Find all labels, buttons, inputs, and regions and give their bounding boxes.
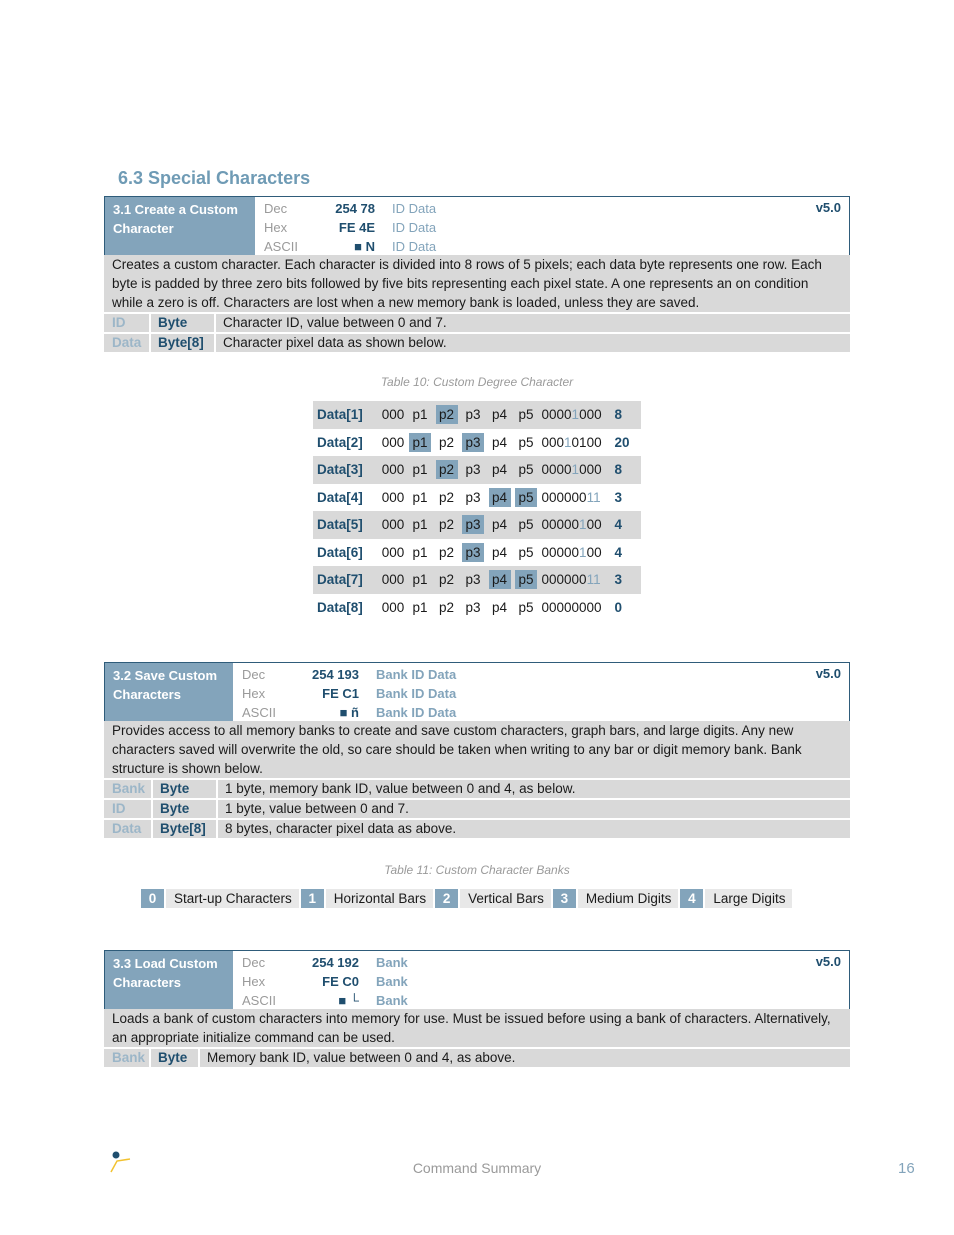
dec-desc: ID Data bbox=[392, 201, 437, 216]
pixel-row-binary bbox=[542, 517, 608, 532]
param-name: ID bbox=[104, 800, 153, 818]
pixel-cell: p5 bbox=[518, 599, 534, 615]
binary-part: 1 bbox=[579, 544, 587, 560]
pixel-row-label: Data[2] bbox=[317, 434, 363, 450]
param-name: Data bbox=[104, 334, 151, 352]
hex-value: FE C0 bbox=[322, 974, 359, 989]
command-codes bbox=[255, 197, 436, 255]
ascii-value: ■ ñ bbox=[339, 705, 359, 720]
param-desc: 8 bytes, character pixel data as above. bbox=[225, 821, 457, 836]
version-label: v5.0 bbox=[815, 666, 841, 681]
bank-number: 0 bbox=[141, 889, 164, 908]
pixel-cell: p3 bbox=[462, 515, 484, 534]
param-name: Bank bbox=[104, 780, 153, 798]
command-codes bbox=[233, 951, 408, 1009]
param-desc: Character ID, value between 0 and 7. bbox=[223, 315, 447, 330]
param-name: Bank bbox=[104, 1049, 151, 1067]
pixel-row-label: Data[5] bbox=[317, 517, 363, 533]
pixel-row-binary bbox=[542, 490, 608, 505]
pixel-cell: p4 bbox=[491, 599, 508, 615]
pixel-row-decimal: 3 bbox=[614, 489, 623, 505]
pixel-row bbox=[313, 429, 641, 457]
binary-part: 1 bbox=[564, 434, 572, 450]
pixel-cell: p1 bbox=[412, 599, 428, 615]
pixel-row-decimal: 8 bbox=[614, 407, 623, 423]
table11-caption: Table 11: Custom Character Banks bbox=[384, 863, 570, 877]
pixel-row-decimal: 20 bbox=[614, 434, 630, 450]
ascii-label: ASCII bbox=[264, 239, 298, 254]
command-block-create-custom-character bbox=[104, 196, 850, 352]
command-name-line1: 3.3 Load Custom bbox=[113, 956, 218, 971]
pixel-cell: p1 bbox=[412, 544, 428, 560]
pixel-row bbox=[313, 566, 641, 594]
bank-number: 4 bbox=[680, 889, 703, 908]
pixel-cell: p5 bbox=[518, 544, 534, 560]
dec-desc: Bank ID Data bbox=[376, 667, 457, 682]
pixel-row bbox=[313, 511, 641, 539]
command-description: Creates a custom character. Each character is divided into 8 rows of 5 pixels; each data byte represents one row. Each byte is padded by three zero bits followed by five bits representing each pixel state. A one represents an on condition while a zero is off. Characters are lost when a new memory bank is loaded, unless they are saved. bbox=[104, 255, 850, 312]
bank-number: 2 bbox=[435, 889, 458, 908]
param-row bbox=[104, 820, 850, 838]
pixel-table bbox=[313, 401, 641, 621]
pixel-cell: p2 bbox=[438, 517, 455, 533]
bank-number: 1 bbox=[301, 889, 324, 908]
bank-name: Medium Digits bbox=[578, 889, 679, 908]
param-row bbox=[104, 1049, 850, 1067]
pixel-cell: p3 bbox=[465, 489, 481, 505]
param-type: Byte bbox=[153, 780, 218, 798]
pixel-cell: p1 bbox=[409, 433, 431, 452]
bank-name: Large Digits bbox=[705, 889, 792, 908]
dec-label: Dec bbox=[242, 955, 266, 970]
command-name bbox=[105, 197, 255, 255]
pixel-row-padding: 000 bbox=[381, 407, 405, 423]
pixel-row-binary bbox=[542, 572, 608, 587]
pixel-row-decimal: 4 bbox=[614, 544, 623, 560]
command-name bbox=[105, 663, 233, 721]
binary-part: 1 bbox=[571, 407, 580, 423]
ascii-value: ■ N bbox=[354, 239, 375, 254]
pixel-row-label: Data[8] bbox=[317, 599, 363, 615]
pixel-row bbox=[313, 484, 641, 512]
bank-name: Vertical Bars bbox=[460, 889, 551, 908]
param-type: Byte[8] bbox=[151, 334, 216, 352]
param-desc: Character pixel data as shown below. bbox=[223, 335, 447, 350]
command-block-save-custom-characters bbox=[104, 662, 850, 838]
pixel-cell: p4 bbox=[491, 407, 508, 423]
hex-desc: Bank ID Data bbox=[376, 686, 457, 701]
pixel-cell: p1 bbox=[412, 462, 428, 478]
pixel-cell: p5 bbox=[518, 407, 534, 423]
command-header bbox=[104, 950, 850, 1009]
param-type: Byte bbox=[151, 1049, 200, 1067]
pixel-cell: p2 bbox=[436, 460, 458, 479]
command-name bbox=[105, 951, 233, 1009]
pixel-row-padding: 000 bbox=[381, 599, 405, 615]
pixel-cell: p5 bbox=[515, 488, 537, 507]
pixel-cell: p1 bbox=[412, 517, 428, 533]
pixel-row-padding: 000 bbox=[381, 434, 405, 450]
pixel-cell: p3 bbox=[465, 462, 481, 478]
binary-part: 11 bbox=[586, 572, 601, 588]
pixel-row-binary bbox=[542, 600, 608, 615]
pixel-cell: p1 bbox=[412, 407, 428, 423]
pixel-cell: p4 bbox=[491, 544, 508, 560]
table10-caption: Table 10: Custom Degree Character bbox=[380, 375, 574, 389]
hex-desc: Bank bbox=[376, 974, 408, 989]
pixel-row-binary bbox=[542, 462, 608, 477]
pixel-row-decimal: 4 bbox=[614, 517, 623, 533]
footer-text: Command Summary bbox=[412, 1160, 542, 1176]
ascii-desc: Bank ID Data bbox=[376, 705, 457, 720]
pixel-cell: p3 bbox=[465, 572, 481, 588]
pixel-cell: p2 bbox=[438, 489, 455, 505]
command-header bbox=[104, 662, 850, 721]
binary-part: 11 bbox=[586, 489, 601, 505]
binary-part: 1 bbox=[571, 462, 580, 478]
pixel-row-decimal: 3 bbox=[614, 572, 623, 588]
pixel-row-padding: 000 bbox=[381, 462, 405, 478]
binary-part: 000000 bbox=[541, 572, 587, 588]
hex-value: FE C1 bbox=[322, 686, 359, 701]
pixel-row bbox=[313, 539, 641, 567]
pixel-row-binary bbox=[542, 435, 608, 450]
param-row bbox=[104, 780, 850, 798]
command-name-line1: 3.1 Create a Custom bbox=[113, 202, 238, 217]
pixel-cell: p5 bbox=[518, 517, 534, 533]
param-row bbox=[104, 800, 850, 818]
pixel-row-label: Data[1] bbox=[317, 407, 363, 423]
command-block-load-custom-characters bbox=[104, 950, 850, 1067]
command-name-line2: Characters bbox=[113, 687, 181, 702]
param-type: Byte[8] bbox=[153, 820, 218, 838]
pixel-cell: p5 bbox=[515, 570, 537, 589]
hex-desc: ID Data bbox=[392, 220, 437, 235]
pixel-cell: p4 bbox=[491, 517, 508, 533]
binary-part: 1 bbox=[579, 517, 587, 533]
pixel-cell: p3 bbox=[462, 543, 484, 562]
binary-part: 0000 bbox=[541, 407, 572, 423]
command-name-line2: Characters bbox=[113, 975, 181, 990]
bank-number: 3 bbox=[553, 889, 576, 908]
binary-part: 00000000 bbox=[541, 599, 602, 615]
param-name: ID bbox=[104, 314, 151, 332]
param-desc: Memory bank ID, value between 0 and 4, as above. bbox=[207, 1050, 516, 1065]
pixel-row-label: Data[4] bbox=[317, 489, 363, 505]
version-label: v5.0 bbox=[815, 200, 841, 215]
param-desc: 1 byte, memory bank ID, value between 0 and 4, as below. bbox=[225, 781, 576, 796]
bank-name: Start-up Characters bbox=[166, 889, 299, 908]
pixel-cell: p4 bbox=[489, 570, 511, 589]
hex-label: Hex bbox=[242, 974, 266, 989]
pixel-cell: p4 bbox=[491, 434, 508, 450]
param-name: Data bbox=[104, 820, 153, 838]
pixel-cell: p1 bbox=[412, 572, 428, 588]
command-description: Provides access to all memory banks to create and save custom characters, graph bars, and large digits. Any new characters saved will overwrite the old, so care should be taken when writing to any bar or digit memory bank. Bank structure is shown below. bbox=[104, 721, 850, 778]
pixel-cell: p1 bbox=[412, 489, 428, 505]
param-type: Byte bbox=[151, 314, 216, 332]
binary-part: 00000 bbox=[541, 544, 580, 560]
pixel-row-binary bbox=[542, 545, 608, 560]
binary-part: 000 bbox=[541, 434, 565, 450]
binary-part: 00 bbox=[586, 517, 602, 533]
pixel-row-padding: 000 bbox=[381, 572, 405, 588]
pixel-cell: p3 bbox=[462, 433, 484, 452]
pixel-cell: p2 bbox=[436, 405, 458, 424]
dec-value: 254 192 bbox=[312, 955, 359, 970]
pixel-cell: p2 bbox=[438, 434, 455, 450]
ascii-desc: Bank bbox=[376, 993, 408, 1008]
hex-value: FE 4E bbox=[338, 220, 375, 235]
pixel-row-padding: 000 bbox=[381, 517, 405, 533]
page-number: 16 bbox=[898, 1160, 915, 1177]
version-label: v5.0 bbox=[815, 954, 841, 969]
section-title: 6.3 Special Characters bbox=[118, 168, 311, 188]
binary-part: 000 bbox=[579, 462, 602, 478]
pixel-cell: p2 bbox=[438, 544, 455, 560]
pixel-row-label: Data[6] bbox=[317, 544, 363, 560]
pixel-row bbox=[313, 456, 641, 484]
binary-part: 000 bbox=[579, 407, 602, 423]
pixel-row-decimal: 0 bbox=[614, 599, 623, 615]
command-name-line1: 3.2 Save Custom bbox=[113, 668, 218, 683]
ascii-desc: ID Data bbox=[392, 239, 437, 254]
pixel-cell: p2 bbox=[438, 599, 455, 615]
binary-part: 0000 bbox=[541, 462, 572, 478]
param-type: Byte bbox=[153, 800, 218, 818]
pixel-row-binary bbox=[542, 407, 608, 422]
pixel-cell: p2 bbox=[438, 572, 455, 588]
pixel-cell: p5 bbox=[518, 462, 534, 478]
dec-label: Dec bbox=[242, 667, 266, 682]
param-row bbox=[104, 314, 850, 332]
pixel-cell: p4 bbox=[491, 462, 508, 478]
ascii-label: ASCII bbox=[242, 705, 276, 720]
pixel-row bbox=[313, 594, 641, 622]
pixel-row-padding: 000 bbox=[381, 489, 405, 505]
pixel-row-padding: 000 bbox=[381, 544, 405, 560]
pixel-cell: p3 bbox=[465, 407, 481, 423]
pixel-cell: p5 bbox=[518, 434, 534, 450]
command-description: Loads a bank of custom characters into memory for use. Must be issued before using a bank of characters. Alternatively, an appropriate initialize command can be used. bbox=[104, 1009, 850, 1047]
command-codes bbox=[233, 663, 456, 721]
bank-table bbox=[141, 889, 794, 908]
hex-label: Hex bbox=[242, 686, 266, 701]
command-header bbox=[104, 196, 850, 255]
dec-value: 254 78 bbox=[335, 201, 375, 216]
ascii-label: ASCII bbox=[242, 993, 276, 1008]
binary-part: 00 bbox=[586, 544, 602, 560]
binary-part: 00000 bbox=[541, 517, 580, 533]
param-desc: 1 byte, value between 0 and 7. bbox=[225, 801, 409, 816]
binary-part: 000000 bbox=[541, 489, 587, 505]
param-row bbox=[104, 334, 850, 352]
dec-value: 254 193 bbox=[312, 667, 359, 682]
pixel-row-label: Data[7] bbox=[317, 572, 363, 588]
pixel-cell: p3 bbox=[465, 599, 481, 615]
pixel-cell: p4 bbox=[489, 488, 511, 507]
command-name-line2: Character bbox=[113, 221, 174, 236]
ascii-value: ■ └ bbox=[338, 993, 359, 1008]
bank-name: Horizontal Bars bbox=[326, 889, 433, 908]
dec-desc: Bank bbox=[376, 955, 408, 970]
pixel-row-decimal: 8 bbox=[614, 462, 623, 478]
hex-label: Hex bbox=[264, 220, 288, 235]
pixel-row-label: Data[3] bbox=[317, 462, 363, 478]
binary-part: 0100 bbox=[571, 434, 602, 450]
pixel-row bbox=[313, 401, 641, 429]
dec-label: Dec bbox=[264, 201, 288, 216]
